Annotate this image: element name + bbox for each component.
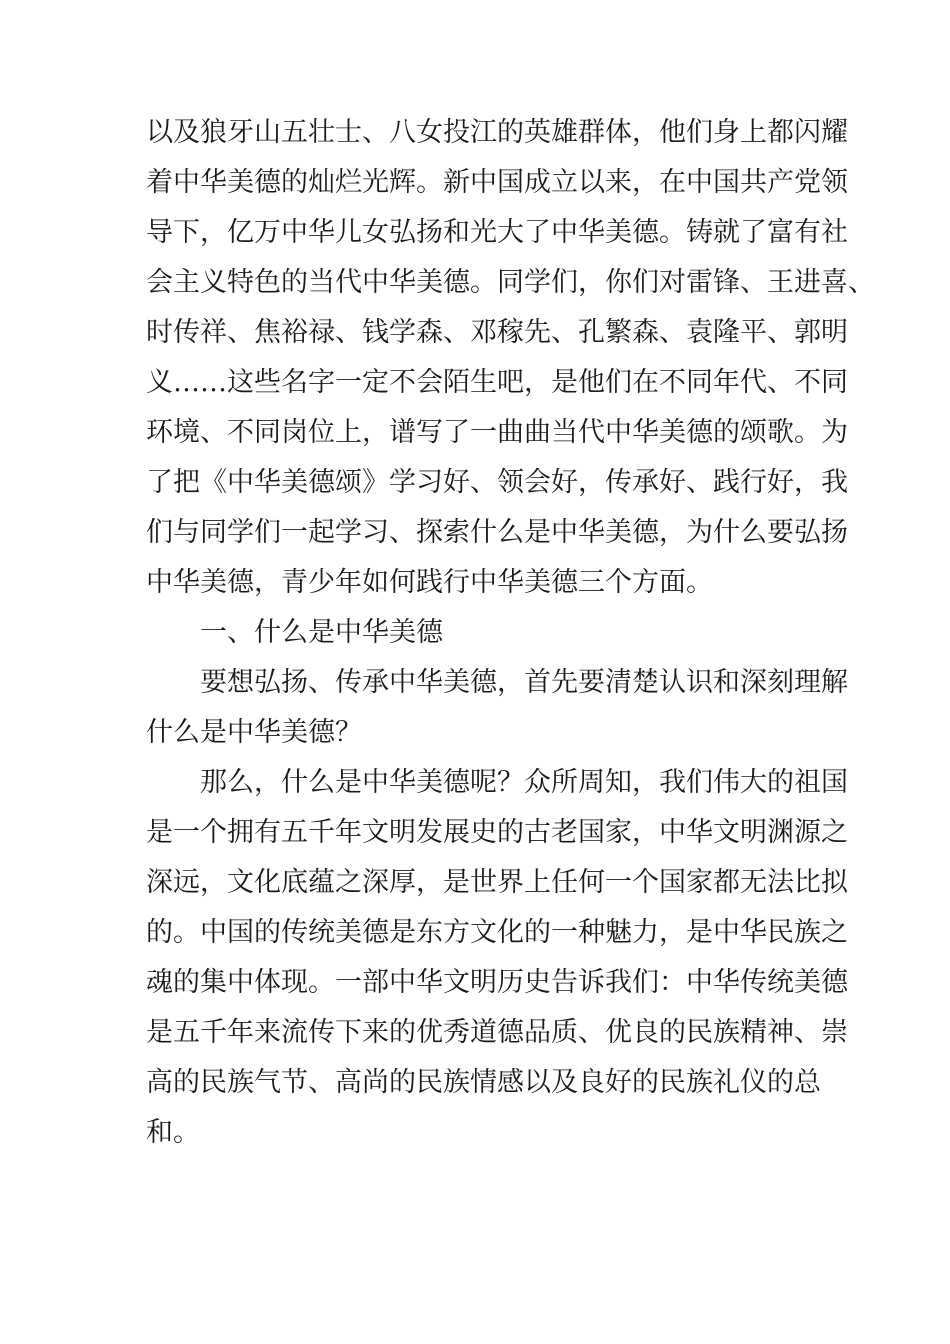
document-body [146,108,875,1158]
text-line: 是一个拥有五千年文明发展史的古老国家，中华文明渊源之 [146,817,848,848]
text-line: 义……这些名字一定不会陌生吧，是他们在不同年代、不同 [146,367,848,398]
text-line: 那么，什么是中华美德呢？众所周知，我们伟大的祖国 [200,767,848,798]
text-line: 的。中国的传统美德是东方文化的一种魅力，是中华民族之 [146,917,848,948]
text-line: 深远，文化底蕴之深厚，是世界上任何一个国家都无法比拟 [146,867,848,898]
text-line: 什么是中华美德？ [146,717,362,748]
text-line: 们与同学们一起学习、探索什么是中华美德，为什么要弘扬 [146,517,848,548]
text-line: 着中华美德的灿烂光辉。新中国成立以来，在中国共产党领 [146,167,848,198]
text-line: 要想弘扬、传承中华美德，首先要清楚认识和深刻理解 [200,667,848,698]
text-line: 高的民族气节、高尚的民族情感以及良好的民族礼仪的总 [146,1067,821,1098]
text-line: 环境、不同岗位上，谱写了一曲曲当代中华美德的颂歌。为 [146,417,848,448]
text-line: 是五千年来流传下来的优秀道德品质、优良的民族精神、崇 [146,1017,848,1048]
text-line: 会主义特色的当代中华美德。同学们，你们对雷锋、王进喜、 [146,267,875,298]
text-line: 时传祥、焦裕禄、钱学森、邓稼先、孔繁森、袁隆平、郭明 [146,317,848,348]
text-line: 魂的集中体现。一部中华文明历史告诉我们：中华传统美德 [146,967,848,998]
text-line: 中华美德，青少年如何践行中华美德三个方面。 [146,567,713,598]
text-line: 了把《中华美德颂》学习好、领会好，传承好、践行好，我 [146,467,848,498]
text-line: 导下，亿万中华儿女弘扬和光大了中华美德。铸就了富有社 [146,217,848,248]
text-line: 以及狼牙山五壮士、八女投江的英雄群体，他们身上都闪耀 [146,117,848,148]
text-line: 和。 [146,1117,200,1148]
section-heading: 一、什么是中华美德 [200,617,443,648]
